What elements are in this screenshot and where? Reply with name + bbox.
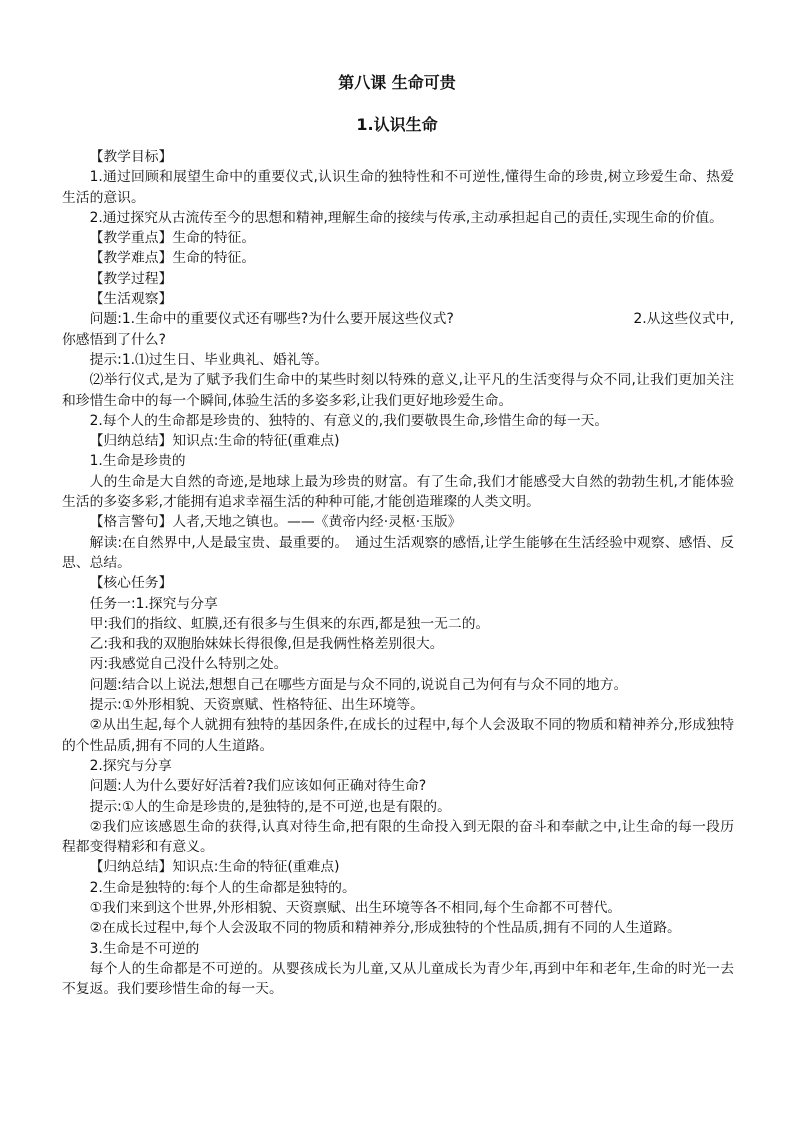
goal-2: 2.通过探究从古流传至今的思想和精神,理解生命的接续与传承,主动承担起自己的责任,实现生命的价值。 xyxy=(89,209,723,226)
statement-a: 甲:我们的指纹、虹膜,还有很多与生俱来的东西,都是独一无二的。 xyxy=(89,615,490,632)
motto: 【格言警句】人者,天地之镇也。——《黄帝内经·灵枢·玉版》 xyxy=(89,514,462,531)
task-1-hint-1: 提示:①外形相貌、天资禀赋、性格特征、出生环境等。 xyxy=(89,697,424,714)
page-title: 第八课 生命可贵 xyxy=(338,73,456,92)
teaching-focus: 【教学重点】生命的特征。 xyxy=(89,230,256,247)
statement-b: 乙:我和我的双胞胎妹妹长得很像,但是我俩性格差别很大。 xyxy=(89,636,444,653)
point-life-unique-1: ①我们来到这个世界,外形相貌、天资禀赋、出生环境等各不相同,每个生命都不可替代。 xyxy=(89,899,622,916)
task-2-hint-2: ②我们应该感恩生命的获得,认真对待生命,把有限的生命投入到无限的奋斗和奉献之中,让生命的每一段历程都变得精彩和有意义。 xyxy=(62,818,734,856)
point-life-unique-2: ②在成长过程中,每个人会汲取不同的物质和精神养分,形成独特的个性品质,拥有不同的人生道路。 xyxy=(89,920,681,937)
task-1-question: 问题:结合以上说法,想想自己在哪些方面是与众不同的,说说自己为何有与众不同的地方。 xyxy=(89,676,628,693)
hint-3: 2.每个人的生命都是珍贵的、独特的、有意义的,我们要敬畏生命,珍惜生命的每一天。 xyxy=(89,412,609,429)
document-body xyxy=(62,147,734,999)
teaching-difficulty: 【教学难点】生命的特征。 xyxy=(89,250,256,267)
summary-heading-1: 【归纳总结】知识点:生命的特征(重难点) xyxy=(89,433,340,450)
task-2-title: 2.探究与分享 xyxy=(89,757,172,774)
task-2-question: 问题:人为什么要好好活着?我们应该如何正确对待生命? xyxy=(89,778,427,795)
point-life-precious: 1.生命是珍贵的 xyxy=(89,453,186,470)
goal-1: 1.通过回顾和展望生命中的重要仪式,认识生命的独特性和不可逆性,懂得生命的珍贵,树立珍爱生命、热爱生活的意识。 xyxy=(62,169,734,206)
point-life-irreversible: 3.生命是不可逆的 xyxy=(89,940,200,957)
summary-heading-2: 【归纳总结】知识点:生命的特征(重难点) xyxy=(89,859,340,876)
hint-2: ⑵举行仪式,是为了赋予我们生命中的某些时刻以特殊的意义,让平凡的生活变得与众不同,让我们更加关注和珍惜生命中的每一个瞬间,体验生活的多姿多彩,让我们更好地珍爱生命。 xyxy=(62,372,734,409)
motto-interpretation: 解读:在自然界中,人是最宝贵、最重要的。 通过生活观察的感悟,让学生能够在生活经验中观察、感悟、反思、总结。 xyxy=(62,534,734,571)
point-life-unique: 2.生命是独特的:每个人的生命都是独特的。 xyxy=(89,879,356,896)
point-life-precious-text: 人的生命是大自然的奇迹,是地球上最为珍贵的财富。有了生命,我们才能感受大自然的勃勃生机,才能体验生活的多姿多彩,才能拥有追求幸福生活的种种可能,才能创造璀璨的人类文明。 xyxy=(62,473,734,511)
heading-core-tasks: 【核心任务】 xyxy=(89,575,173,592)
task-2-hint-1: 提示:①人的生命是珍贵的,是独特的,是不可逆,也是有限的。 xyxy=(89,798,451,815)
heading-teaching-process: 【教学过程】 xyxy=(89,270,173,287)
statement-c: 丙:我感觉自己没什么特别之处。 xyxy=(89,656,288,673)
task-1-hint-2: ②从出生起,每个人就拥有独特的基因条件,在成长的过程中,每个人会汲取不同的物质和精神养分,形成独特的个性品质,拥有不同的人生道路。 xyxy=(62,717,734,754)
section-title: 1.认识生命 xyxy=(356,115,438,134)
task-1-title: 任务一:1.探究与分享 xyxy=(89,595,218,612)
hint-1: 提示:1.⑴过生日、毕业典礼、婚礼等。 xyxy=(89,351,329,368)
question-ceremonies: 问题:1.生命中的重要仪式还有哪些?为什么要开展这些仪式? 2.从这些仪式中,你感悟到了什么? xyxy=(62,311,734,348)
heading-teaching-goals: 【教学目标】 xyxy=(89,149,173,165)
point-life-irreversible-text: 每个人的生命都是不可逆的。从婴孩成长为儿童,又从儿童成长为青少年,再到中年和老年,生命的时光一去不复返。我们要珍惜生命的每一天。 xyxy=(62,960,734,998)
heading-life-observation: 【生活观察】 xyxy=(89,291,173,308)
